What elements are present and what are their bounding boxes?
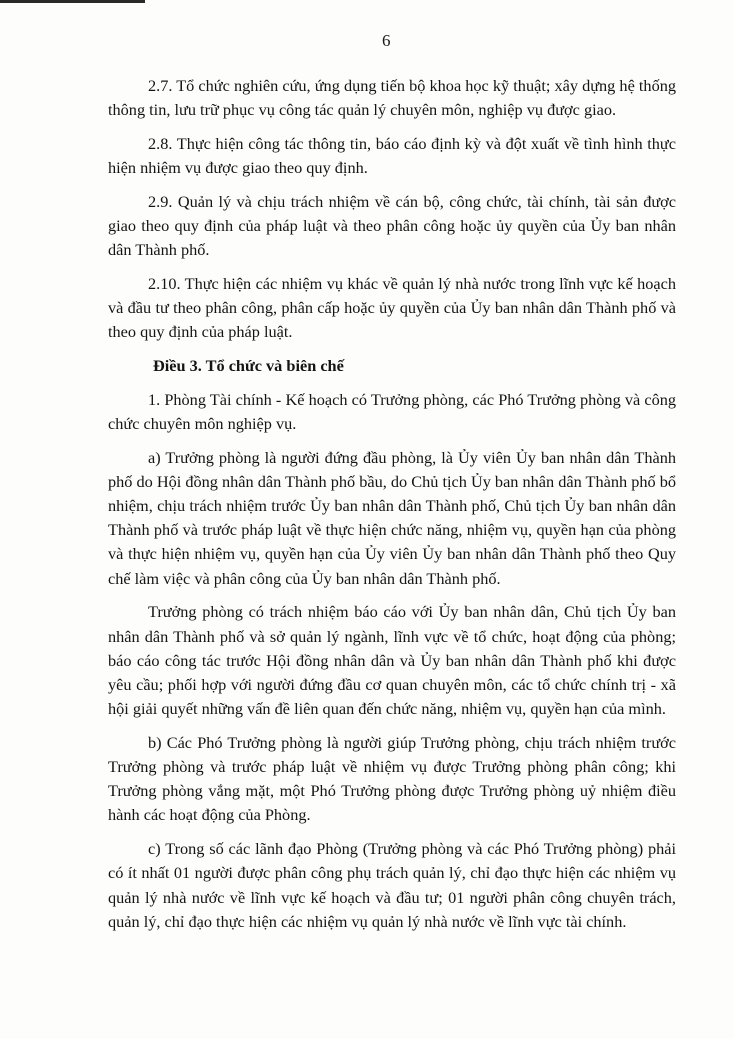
paragraph-article-3-1a-duties: Trưởng phòng có trách nhiệm báo cáo với Ủy ban nhân dân, Chủ tịch Ủy ban nhân dân Thành phố và sở quản lý ngành, lĩnh vực về tổ chức, hoạt động của phòng; báo cáo công tác trước Hội đồng nhân dân và Ủy ban nhân dân Thành phố khi được yêu cầu; phối hợp với người đứng đầu cơ quan chuyên môn, các tổ chức chính trị - xã hội giải quyết những vấn đề liên quan đến chức năng, nhiệm vụ, quyền hạn của mình. (108, 602, 676, 719)
paragraph-article-3-1b: b) Các Phó Trưởng phòng là người giúp Trưởng phòng, chịu trách nhiệm trước Trưởng phòng và trước pháp luật về nhiệm vụ được Trưởng phòng phân công; khi Trưởng phòng vắng mặt, một Phó Trưởng phòng được Trưởng phòng uỷ nhiệm điều hành các hoạt động của Phòng. (108, 732, 676, 825)
paragraph-article-3-1a: a) Trưởng phòng là người đứng đầu phòng, là Ủy viên Ủy ban nhân dân Thành phố do Hội đồng nhân dân Thành phố bầu, do Chủ tịch Ủy ban nhân dân Thành phố bổ nhiệm, chịu trách nhiệm trước Ủy ban nhân dân Thành phố, Chủ tịch Ủy ban nhân dân Thành phố và trước pháp luật về thực hiện chức năng, nhiệm vụ, quyền hạn của phòng và thực hiện nhiệm vụ, quyền hạn của Ủy viên Ủy ban nhân dân Thành phố theo Quy chế làm việc và phân công của Ủy ban nhân dân Thành phố. (108, 447, 676, 588)
document-body (108, 74, 676, 944)
paragraph-2-9: 2.9. Quản lý và chịu trách nhiệm về cán bộ, công chức, tài chính, tài sản được giao theo quy định của pháp luật và theo phân công hoặc ủy quyền của Ủy ban nhân dân Thành phố. (108, 191, 676, 260)
article-3-heading: Điều 3. Tổ chức và biên chế (153, 356, 344, 376)
page-number: 6 (382, 31, 391, 50)
paragraph-2-7: 2.7. Tổ chức nghiên cứu, ứng dụng tiến bộ khoa học kỹ thuật; xây dựng hệ thống thông tin, lưu trữ phục vụ công tác quản lý chuyên môn, nghiệp vụ được giao. (108, 76, 676, 120)
paragraph-2-10: 2.10. Thực hiện các nhiệm vụ khác về quản lý nhà nước trong lĩnh vực kế hoạch và đầu tư theo phân công, phân cấp hoặc ủy quyền của Ủy ban nhân dân Thành phố và theo quy định của pháp luật. (108, 273, 676, 342)
paragraph-article-3-1: 1. Phòng Tài chính - Kế hoạch có Trưởng phòng, các Phó Trưởng phòng và công chức chuyên môn nghiệp vụ. (108, 389, 676, 433)
top-edge-rule (0, 0, 145, 3)
paragraph-2-8: 2.8. Thực hiện công tác thông tin, báo cáo định kỳ và đột xuất về tình hình thực hiện nhiệm vụ được giao theo quy định. (108, 133, 676, 178)
paragraph-article-3-1c: c) Trong số các lãnh đạo Phòng (Trưởng phòng và các Phó Trưởng phòng) phải có ít nhất 01 người được phân công phụ trách quản lý, chỉ đạo thực hiện các nhiệm vụ quản lý nhà nước về lĩnh vực kế hoạch và đầu tư; 01 người phân công chuyên trách, quản lý, chỉ đạo thực hiện các nhiệm vụ quản lý nhà nước về lĩnh vực tài chính. (108, 839, 676, 931)
